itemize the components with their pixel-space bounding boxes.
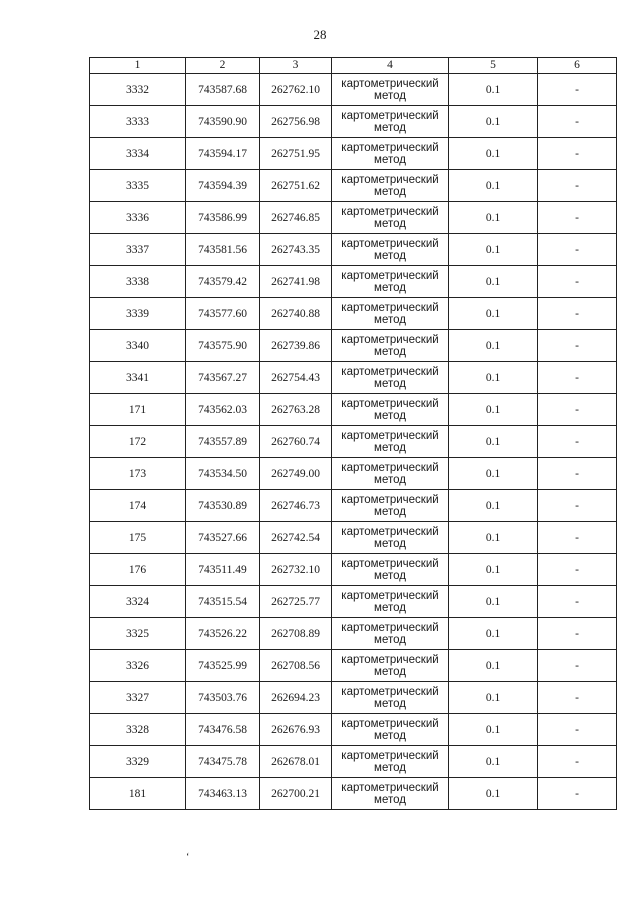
method-cell: картометрический метод — [332, 522, 449, 554]
x-coordinate-cell: 743579.42 — [186, 266, 260, 298]
y-coordinate-cell: 262743.35 — [260, 234, 332, 266]
note-cell: - — [538, 778, 617, 810]
point-number-cell: 3341 — [90, 362, 186, 394]
note-cell: - — [538, 298, 617, 330]
table-row — [90, 714, 617, 746]
y-coordinate-cell: 262740.88 — [260, 298, 332, 330]
point-number-cell: 3333 — [90, 106, 186, 138]
table-row — [90, 522, 617, 554]
column-header: 4 — [332, 58, 449, 74]
x-coordinate-cell: 743530.89 — [186, 490, 260, 522]
point-number-cell: 3338 — [90, 266, 186, 298]
method-cell: картометрический метод — [332, 202, 449, 234]
y-coordinate-cell: 262746.85 — [260, 202, 332, 234]
column-header: 1 — [90, 58, 186, 74]
y-coordinate-cell: 262700.21 — [260, 778, 332, 810]
accuracy-cell: 0.1 — [449, 298, 538, 330]
y-coordinate-cell: 262732.10 — [260, 554, 332, 586]
table-row — [90, 394, 617, 426]
point-number-cell: 3326 — [90, 650, 186, 682]
table-row — [90, 650, 617, 682]
accuracy-cell: 0.1 — [449, 234, 538, 266]
method-cell: картометрический метод — [332, 426, 449, 458]
method-cell: картометрический метод — [332, 458, 449, 490]
note-cell: - — [538, 458, 617, 490]
column-header: 2 — [186, 58, 260, 74]
accuracy-cell: 0.1 — [449, 778, 538, 810]
accuracy-cell: 0.1 — [449, 138, 538, 170]
accuracy-cell: 0.1 — [449, 522, 538, 554]
note-cell: - — [538, 74, 617, 106]
table-header — [90, 58, 617, 74]
header-row — [90, 58, 617, 74]
column-header: 3 — [260, 58, 332, 74]
table-row — [90, 490, 617, 522]
y-coordinate-cell: 262708.56 — [260, 650, 332, 682]
accuracy-cell: 0.1 — [449, 458, 538, 490]
x-coordinate-cell: 743526.22 — [186, 618, 260, 650]
note-cell: - — [538, 746, 617, 778]
table-row — [90, 74, 617, 106]
table-row — [90, 778, 617, 810]
method-cell: картометрический метод — [332, 394, 449, 426]
x-coordinate-cell: 743525.99 — [186, 650, 260, 682]
method-cell: картометрический метод — [332, 266, 449, 298]
accuracy-cell: 0.1 — [449, 170, 538, 202]
x-coordinate-cell: 743575.90 — [186, 330, 260, 362]
x-coordinate-cell: 743503.76 — [186, 682, 260, 714]
x-coordinate-cell: 743590.90 — [186, 106, 260, 138]
point-number-cell: 3336 — [90, 202, 186, 234]
accuracy-cell: 0.1 — [449, 106, 538, 138]
point-number-cell: 171 — [90, 394, 186, 426]
y-coordinate-cell: 262762.10 — [260, 74, 332, 106]
point-number-cell: 3328 — [90, 714, 186, 746]
y-coordinate-cell: 262746.73 — [260, 490, 332, 522]
point-number-cell: 174 — [90, 490, 186, 522]
method-cell: картометрический метод — [332, 74, 449, 106]
point-number-cell: 3327 — [90, 682, 186, 714]
column-header: 5 — [449, 58, 538, 74]
table-row — [90, 330, 617, 362]
note-cell: - — [538, 330, 617, 362]
y-coordinate-cell: 262725.77 — [260, 586, 332, 618]
accuracy-cell: 0.1 — [449, 554, 538, 586]
table-row — [90, 554, 617, 586]
x-coordinate-cell: 743587.68 — [186, 74, 260, 106]
x-coordinate-cell: 743581.56 — [186, 234, 260, 266]
point-number-cell: 3340 — [90, 330, 186, 362]
point-number-cell: 3335 — [90, 170, 186, 202]
x-coordinate-cell: 743463.13 — [186, 778, 260, 810]
footer-mark: ‘ — [186, 852, 190, 863]
note-cell: - — [538, 586, 617, 618]
x-coordinate-cell: 743515.54 — [186, 586, 260, 618]
note-cell: - — [538, 106, 617, 138]
table-row — [90, 106, 617, 138]
point-number-cell: 3325 — [90, 618, 186, 650]
accuracy-cell: 0.1 — [449, 330, 538, 362]
y-coordinate-cell: 262751.95 — [260, 138, 332, 170]
note-cell: - — [538, 682, 617, 714]
method-cell: картометрический метод — [332, 714, 449, 746]
accuracy-cell: 0.1 — [449, 266, 538, 298]
note-cell: - — [538, 202, 617, 234]
point-number-cell: 3329 — [90, 746, 186, 778]
y-coordinate-cell: 262678.01 — [260, 746, 332, 778]
x-coordinate-cell: 743511.49 — [186, 554, 260, 586]
point-number-cell: 181 — [90, 778, 186, 810]
note-cell: - — [538, 490, 617, 522]
note-cell: - — [538, 426, 617, 458]
page-number: 28 — [313, 27, 327, 42]
x-coordinate-cell: 743527.66 — [186, 522, 260, 554]
y-coordinate-cell: 262749.00 — [260, 458, 332, 490]
note-cell: - — [538, 234, 617, 266]
y-coordinate-cell: 262741.98 — [260, 266, 332, 298]
table-row — [90, 234, 617, 266]
table-row — [90, 362, 617, 394]
method-cell: картометрический метод — [332, 330, 449, 362]
y-coordinate-cell: 262754.43 — [260, 362, 332, 394]
note-cell: - — [538, 266, 617, 298]
table-row — [90, 138, 617, 170]
x-coordinate-cell: 743475.78 — [186, 746, 260, 778]
method-cell: картометрический метод — [332, 170, 449, 202]
y-coordinate-cell: 262739.86 — [260, 330, 332, 362]
table-row — [90, 426, 617, 458]
y-coordinate-cell: 262763.28 — [260, 394, 332, 426]
y-coordinate-cell: 262760.74 — [260, 426, 332, 458]
y-coordinate-cell: 262676.93 — [260, 714, 332, 746]
accuracy-cell: 0.1 — [449, 618, 538, 650]
accuracy-cell: 0.1 — [449, 650, 538, 682]
method-cell: картометрический метод — [332, 650, 449, 682]
y-coordinate-cell: 262708.89 — [260, 618, 332, 650]
table-row — [90, 170, 617, 202]
accuracy-cell: 0.1 — [449, 746, 538, 778]
method-cell: картометрический метод — [332, 234, 449, 266]
method-cell: картометрический метод — [332, 106, 449, 138]
note-cell: - — [538, 138, 617, 170]
method-cell: картометрический метод — [332, 490, 449, 522]
x-coordinate-cell: 743577.60 — [186, 298, 260, 330]
table-row — [90, 266, 617, 298]
note-cell: - — [538, 650, 617, 682]
method-cell: картометрический метод — [332, 362, 449, 394]
x-coordinate-cell: 743594.17 — [186, 138, 260, 170]
point-number-cell: 3339 — [90, 298, 186, 330]
accuracy-cell: 0.1 — [449, 394, 538, 426]
x-coordinate-cell: 743594.39 — [186, 170, 260, 202]
table-body — [90, 74, 617, 810]
accuracy-cell: 0.1 — [449, 490, 538, 522]
y-coordinate-cell: 262751.62 — [260, 170, 332, 202]
note-cell: - — [538, 554, 617, 586]
method-cell: картометрический метод — [332, 298, 449, 330]
table-row — [90, 202, 617, 234]
note-cell: - — [538, 714, 617, 746]
table-row — [90, 746, 617, 778]
point-number-cell: 172 — [90, 426, 186, 458]
point-number-cell: 3334 — [90, 138, 186, 170]
method-cell: картометрический метод — [332, 554, 449, 586]
note-cell: - — [538, 170, 617, 202]
y-coordinate-cell: 262756.98 — [260, 106, 332, 138]
method-cell: картометрический метод — [332, 618, 449, 650]
accuracy-cell: 0.1 — [449, 426, 538, 458]
y-coordinate-cell: 262742.54 — [260, 522, 332, 554]
accuracy-cell: 0.1 — [449, 714, 538, 746]
point-number-cell: 3332 — [90, 74, 186, 106]
point-number-cell: 175 — [90, 522, 186, 554]
accuracy-cell: 0.1 — [449, 202, 538, 234]
method-cell: картометрический метод — [332, 138, 449, 170]
point-number-cell: 3337 — [90, 234, 186, 266]
method-cell: картометрический метод — [332, 778, 449, 810]
table-row — [90, 458, 617, 490]
coordinates-table — [89, 57, 617, 810]
x-coordinate-cell: 743557.89 — [186, 426, 260, 458]
table-row — [90, 618, 617, 650]
point-number-cell: 3324 — [90, 586, 186, 618]
method-cell: картометрический метод — [332, 586, 449, 618]
table-row — [90, 298, 617, 330]
note-cell: - — [538, 618, 617, 650]
accuracy-cell: 0.1 — [449, 586, 538, 618]
y-coordinate-cell: 262694.23 — [260, 682, 332, 714]
note-cell: - — [538, 394, 617, 426]
table-row — [90, 586, 617, 618]
method-cell: картометрический метод — [332, 682, 449, 714]
table-row — [90, 682, 617, 714]
accuracy-cell: 0.1 — [449, 362, 538, 394]
column-header: 6 — [538, 58, 617, 74]
note-cell: - — [538, 522, 617, 554]
x-coordinate-cell: 743586.99 — [186, 202, 260, 234]
note-cell: - — [538, 362, 617, 394]
x-coordinate-cell: 743562.03 — [186, 394, 260, 426]
accuracy-cell: 0.1 — [449, 74, 538, 106]
point-number-cell: 173 — [90, 458, 186, 490]
x-coordinate-cell: 743534.50 — [186, 458, 260, 490]
accuracy-cell: 0.1 — [449, 682, 538, 714]
x-coordinate-cell: 743567.27 — [186, 362, 260, 394]
x-coordinate-cell: 743476.58 — [186, 714, 260, 746]
method-cell: картометрический метод — [332, 746, 449, 778]
point-number-cell: 176 — [90, 554, 186, 586]
